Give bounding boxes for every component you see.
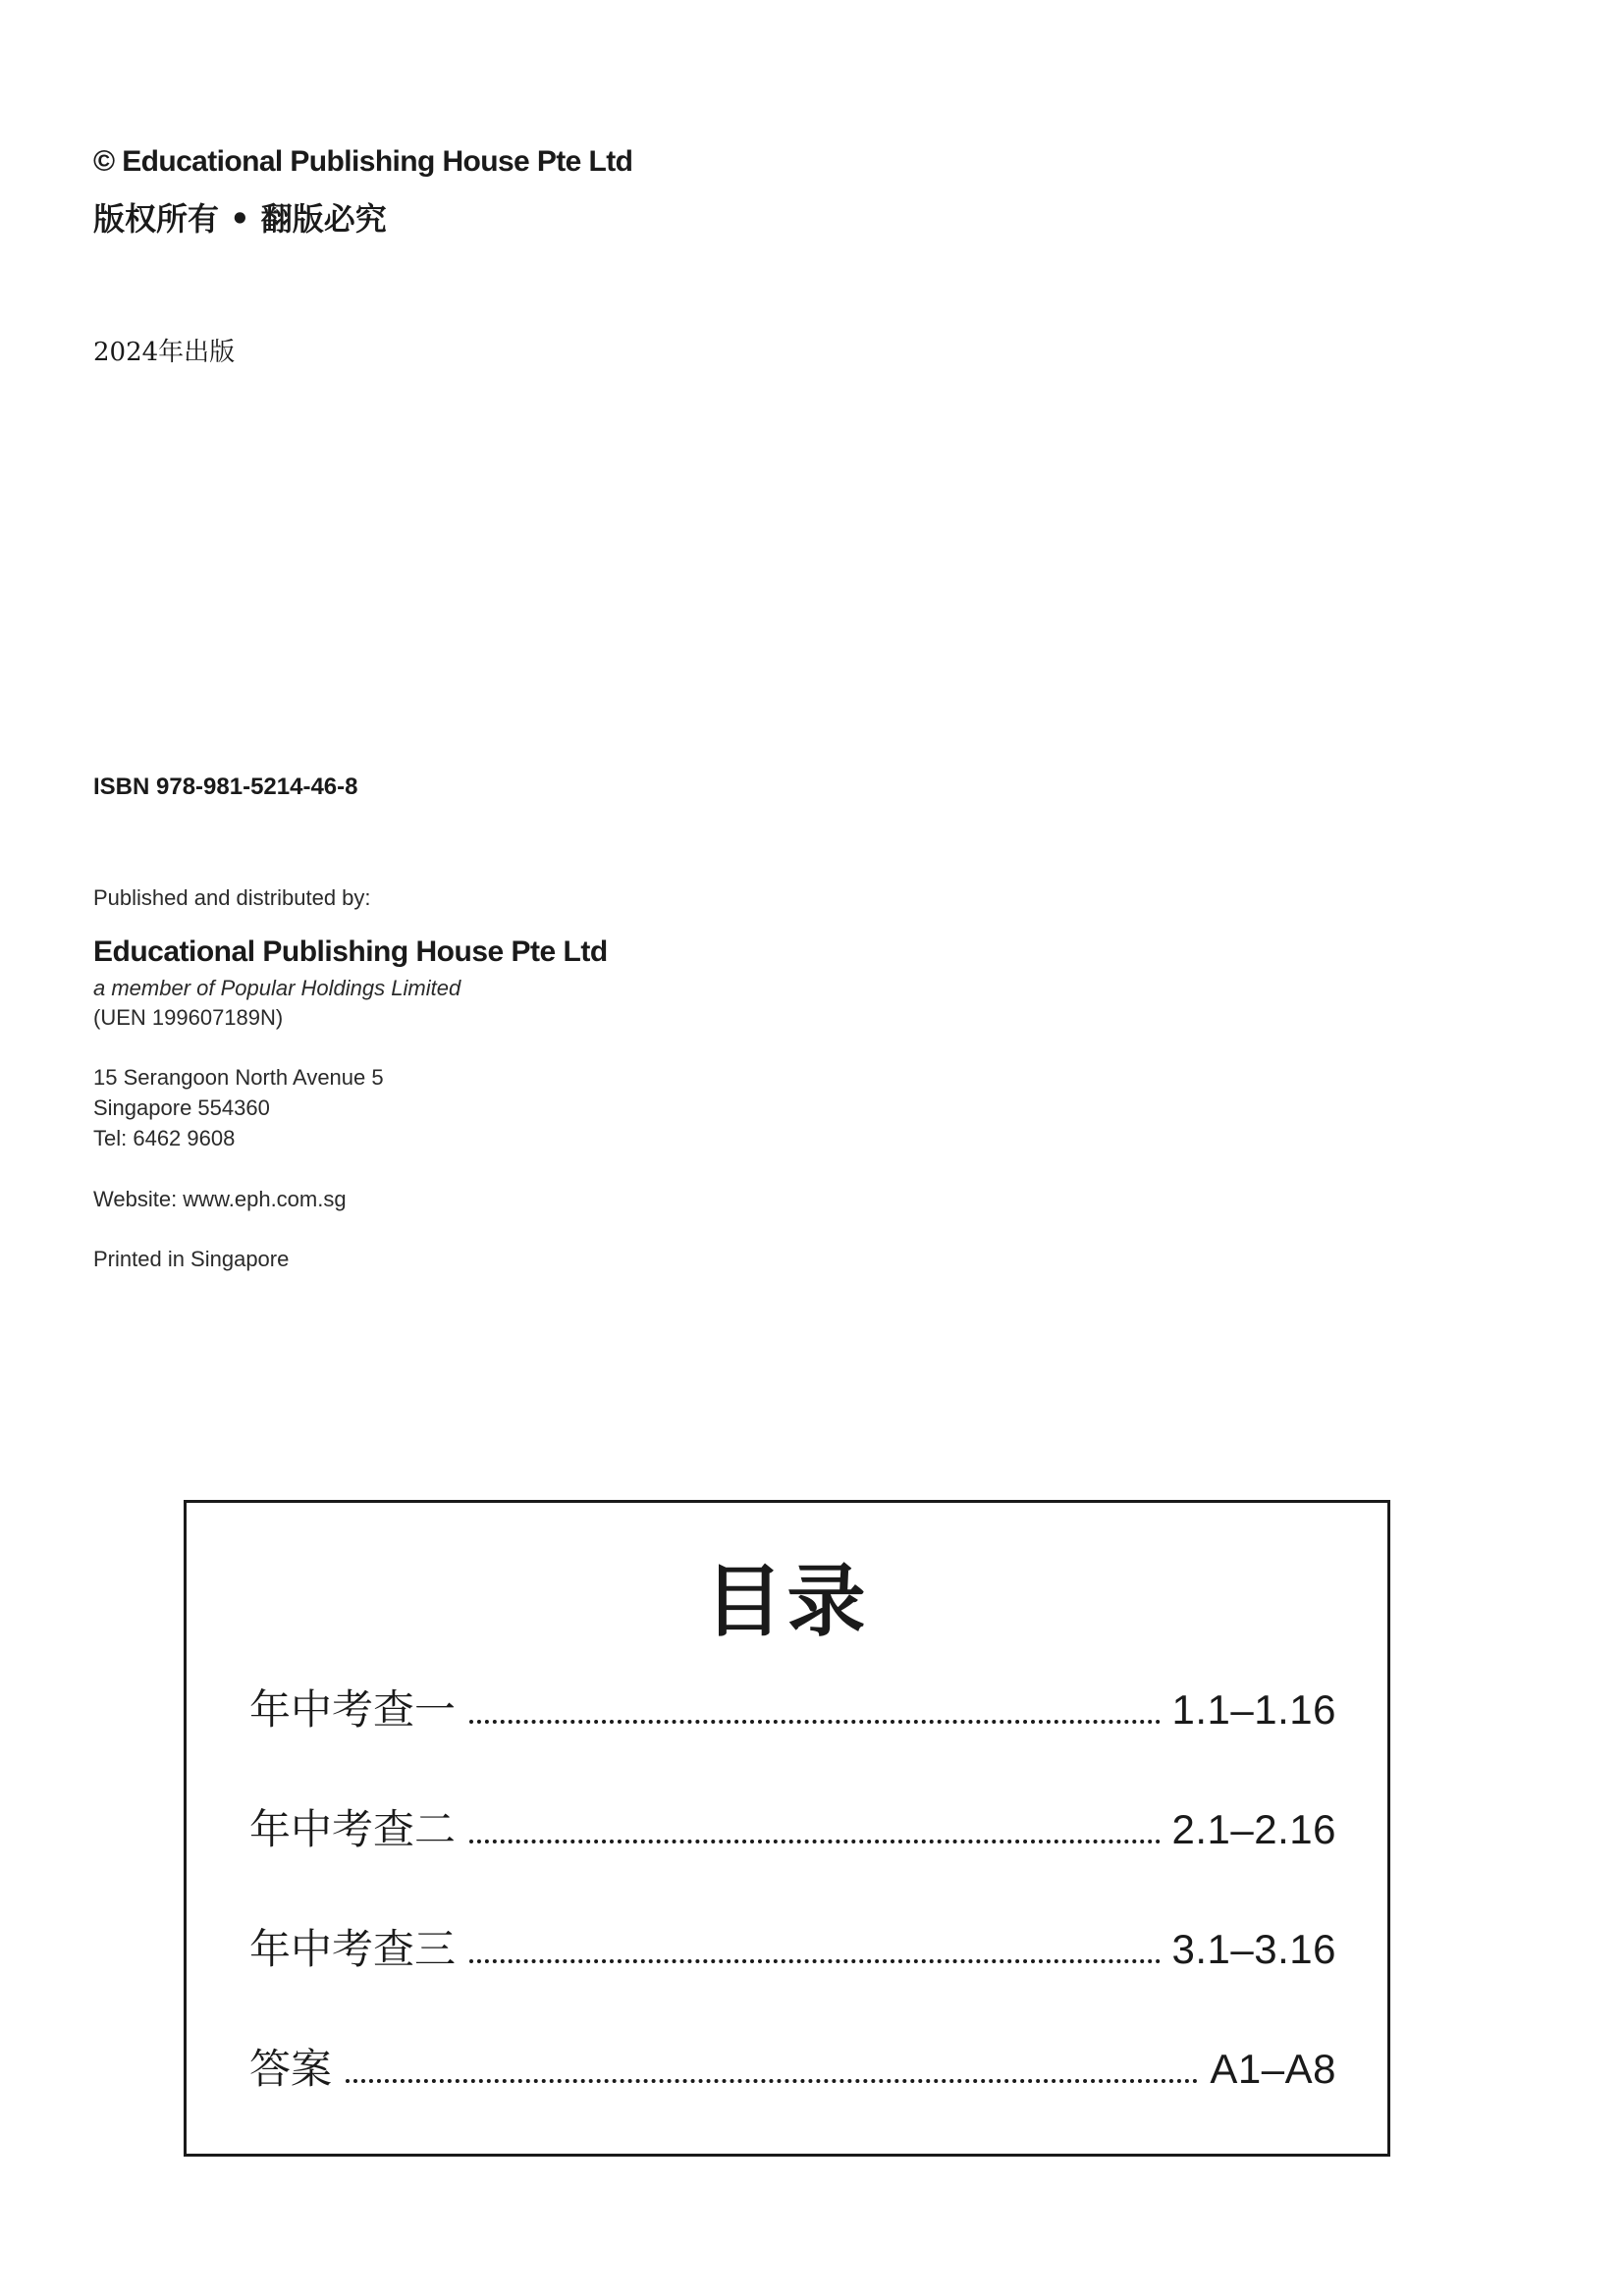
toc-title: 目录 <box>704 1556 870 1647</box>
toc-leader-dots <box>469 1719 1160 1724</box>
publication-year: 2024年出版 <box>93 338 236 367</box>
toc-leader-dots <box>469 1839 1160 1843</box>
table-of-contents-box <box>184 1500 1390 2157</box>
address-line-1: 15 Serangoon North Avenue 5 <box>93 1065 384 1090</box>
publisher-uen: (UEN 199607189N) <box>93 1005 284 1030</box>
isbn-number: ISBN 978-981-5214-46-8 <box>93 774 358 800</box>
toc-entry-label: 年中考查二 <box>249 1805 457 1853</box>
toc-entry <box>249 2037 1336 2096</box>
toc-entry-pages: 1.1–1.16 <box>1171 1686 1336 1733</box>
publisher-name: Educational Publishing House Pte Ltd <box>93 935 608 968</box>
toc-entry-pages: 3.1–3.16 <box>1171 1926 1336 1972</box>
toc-entry-label: 年中考查三 <box>249 1925 457 1973</box>
toc-entry-pages: A1–A8 <box>1210 2046 1336 2092</box>
telephone-line: Tel: 6462 9608 <box>93 1126 236 1150</box>
rights-reserved-text: 版权所有 • 翻版必究 <box>93 200 387 238</box>
copyright-notice: © Educational Publishing House Pte Ltd <box>93 145 633 178</box>
toc-entry-label: 年中考查一 <box>249 1685 457 1734</box>
publisher-member-line: a member of Popular Holdings Limited <box>93 976 461 1000</box>
toc-entry-pages: 2.1–2.16 <box>1171 1806 1336 1852</box>
printed-in-line: Printed in Singapore <box>93 1247 290 1271</box>
toc-entry <box>249 1917 1336 1976</box>
toc-entry-label: 答案 <box>249 2045 333 2093</box>
website-line: Website: www.eph.com.sg <box>93 1187 347 1211</box>
toc-entry <box>249 1797 1336 1856</box>
address-line-2: Singapore 554360 <box>93 1095 270 1120</box>
published-by-label: Published and distributed by: <box>93 885 371 910</box>
toc-leader-dots <box>346 2078 1198 2083</box>
toc-entry <box>249 1678 1336 1736</box>
toc-leader-dots <box>469 1958 1160 1963</box>
